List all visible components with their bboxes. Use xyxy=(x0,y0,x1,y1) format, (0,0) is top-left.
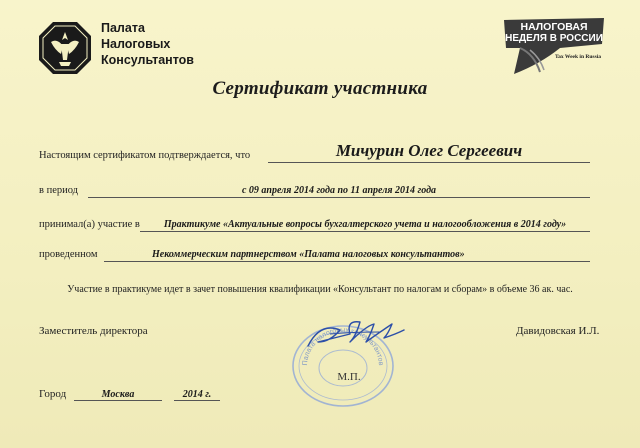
org-name-line-3: Консультантов xyxy=(101,53,194,67)
deputy-label: Заместитель директора xyxy=(39,325,148,337)
event-value: Практикуме «Актуальные вопросы бухгалтерского учета и налогообложения в 2014 году» xyxy=(163,219,567,230)
badge-line-1: НАЛОГОВАЯ xyxy=(520,21,588,33)
chamber-logo-icon xyxy=(37,20,93,76)
badge-line-2: НЕДЕЛЯ В РОССИИ xyxy=(505,33,603,44)
recipient-name: Мичурин Олег Сергеевич xyxy=(335,141,523,160)
certificate-title: Сертификат участника xyxy=(212,78,428,99)
stamp-mp-label: М.П. xyxy=(337,371,361,383)
period-label: в период xyxy=(39,185,79,196)
signatory-name: Давидовская И.Л. xyxy=(516,325,600,337)
year-value: 2014 г. xyxy=(182,389,212,400)
organization-name xyxy=(101,20,194,68)
event-underline xyxy=(140,231,590,232)
org-name-line-1: Палата xyxy=(101,21,145,35)
city-value: Москва xyxy=(101,389,135,400)
city-underline xyxy=(74,400,162,401)
recipient-underline xyxy=(268,162,590,163)
period-value: с 09 апреля 2014 года по 11 апреля 2014 года xyxy=(241,185,437,196)
period-underline xyxy=(88,197,590,198)
city-label: Город xyxy=(39,388,67,400)
credit-text: Участие в практикуме идет в зачет повышения квалификации «Консультант по налогам и сборам» в объеме 36 ак. час. xyxy=(67,284,573,295)
organizer-underline xyxy=(104,261,590,262)
badge-line-3: Tax Week in Russia xyxy=(554,54,602,60)
confirm-label: Настоящим сертификатом подтверждается, что xyxy=(39,150,251,161)
participation-label: принимал(а) участие в xyxy=(39,219,140,230)
stamp-ring-text: Палата налоговых консультантов xyxy=(301,326,385,366)
signature-icon xyxy=(300,312,410,362)
organizer-label: проведенном xyxy=(39,249,98,260)
org-name-line-2: Налоговых xyxy=(101,37,171,51)
year-underline xyxy=(174,400,220,401)
tax-week-badge xyxy=(500,14,608,78)
organizer-value: Некоммерческим партнерством «Палата налоговых консультантов» xyxy=(152,249,465,260)
